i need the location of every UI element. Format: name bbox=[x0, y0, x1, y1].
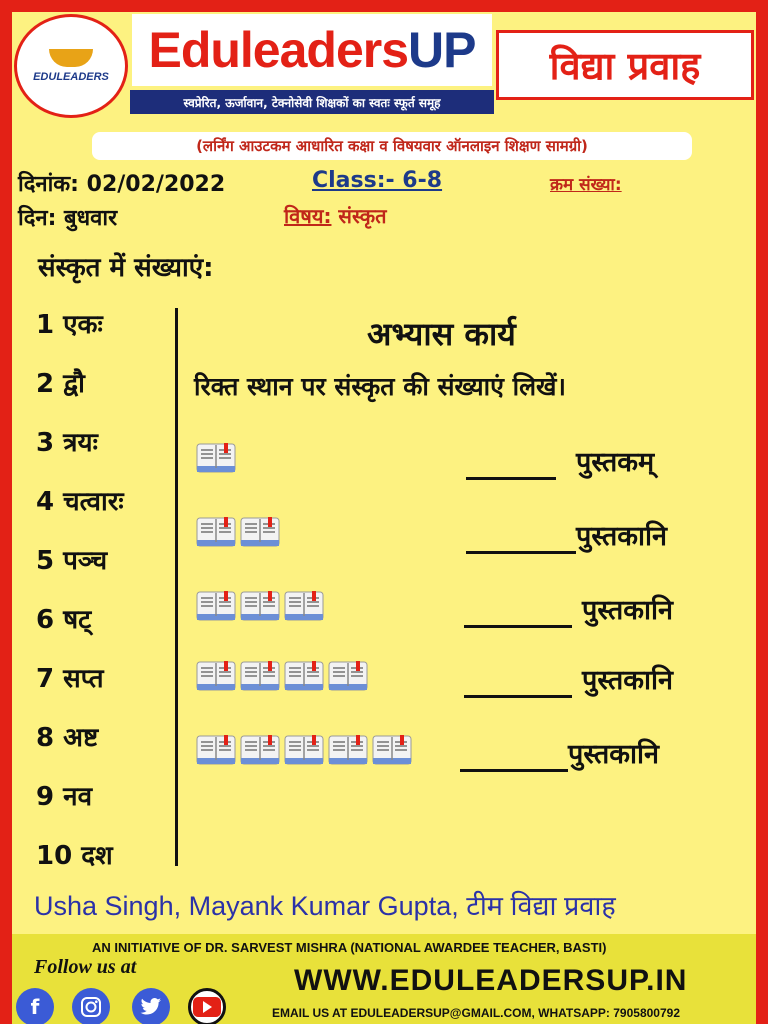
book-icon bbox=[372, 734, 412, 766]
answer-blank[interactable] bbox=[460, 769, 568, 772]
numbers-title: संस्कृत में संख्याएं: bbox=[38, 253, 214, 283]
date: दिनांक: 02/02/2022 bbox=[18, 172, 226, 197]
book-icon bbox=[328, 734, 368, 766]
answer-blank[interactable] bbox=[464, 695, 572, 698]
tagline: स्वप्रेरित, ऊर्जावान, टेक्नोसेवी शिक्षकों का स्वतः स्फूर्त समूह bbox=[130, 90, 494, 114]
serial-number-label: क्रम संख्या: bbox=[550, 175, 622, 195]
number-item: 8 अष्ट bbox=[36, 723, 99, 753]
books-group bbox=[196, 660, 368, 692]
book-icon bbox=[284, 734, 324, 766]
brand-main: Eduleaders bbox=[148, 22, 409, 78]
subject-label: विषय: bbox=[284, 204, 332, 228]
day: दिन: बुधवार bbox=[18, 206, 118, 231]
exercise-row bbox=[196, 590, 736, 630]
answer-blank[interactable] bbox=[466, 477, 556, 480]
footer bbox=[12, 934, 756, 1024]
books-group bbox=[196, 442, 236, 474]
books-group bbox=[196, 516, 280, 548]
brand-up: UP bbox=[408, 22, 476, 78]
subject-value: संस्कृत bbox=[331, 204, 387, 228]
book-icon bbox=[284, 660, 324, 692]
exercise-row bbox=[196, 442, 736, 482]
book-icon bbox=[196, 590, 236, 622]
book-icon bbox=[284, 590, 324, 622]
website-link[interactable]: WWW.EDULEADERSUP.IN bbox=[294, 964, 688, 997]
book-icon bbox=[240, 590, 280, 622]
subject bbox=[284, 202, 387, 229]
twitter-icon[interactable] bbox=[132, 988, 170, 1024]
book-icon bbox=[240, 516, 280, 548]
number-item: 4 चत्वारः bbox=[36, 487, 124, 517]
column-divider bbox=[175, 308, 178, 866]
book-icon bbox=[196, 442, 236, 474]
youtube-icon[interactable] bbox=[188, 988, 226, 1024]
class-label: Class:- 6-8 bbox=[312, 168, 443, 193]
book-icon bbox=[196, 660, 236, 692]
contact-info: EMAIL US AT EDULEADERSUP@GMAIL.COM, WHATSAPP: 7905800792 bbox=[272, 1006, 680, 1020]
book-icon bbox=[240, 660, 280, 692]
book-icon bbox=[196, 516, 236, 548]
exercise-row bbox=[196, 734, 736, 774]
answer-blank[interactable] bbox=[466, 551, 576, 554]
exercise-word: पुस्तकम् bbox=[576, 447, 655, 478]
number-item: 2 द्वौ bbox=[36, 369, 85, 399]
exercise-word: पुस्तकानि bbox=[568, 739, 659, 770]
exercise-row bbox=[196, 516, 736, 556]
books-group bbox=[196, 590, 324, 622]
instagram-icon[interactable] bbox=[72, 988, 110, 1024]
follow-us-label: Follow us at bbox=[34, 956, 137, 978]
book-icon bbox=[240, 734, 280, 766]
book-icon bbox=[196, 734, 236, 766]
exercise-word: पुस्तकानि bbox=[582, 595, 673, 626]
exercise-instruction: रिक्त स्थान पर संस्कृत की संख्याएं लिखें। bbox=[194, 372, 566, 401]
brand-title bbox=[132, 14, 492, 86]
number-item: 5 पञ्च bbox=[36, 546, 108, 576]
numbers-list bbox=[36, 310, 124, 900]
facebook-icon[interactable]: f bbox=[16, 988, 54, 1024]
lamp-icon bbox=[49, 49, 93, 67]
vidya-pravah-title: विद्या प्रवाह bbox=[496, 30, 754, 100]
number-item: 1 एकः bbox=[36, 310, 103, 340]
initiative-text: AN INITIATIVE OF DR. SARVEST MISHRA (NATIONAL AWARDEE TEACHER, BASTI) bbox=[92, 940, 607, 955]
exercise-word: पुस्तकानि bbox=[576, 521, 667, 552]
exercise-row bbox=[196, 660, 736, 700]
number-item: 9 नव bbox=[36, 782, 93, 812]
exercise-word: पुस्तकानि bbox=[582, 665, 673, 696]
answer-blank[interactable] bbox=[464, 625, 572, 628]
exercise-title: अभ्यास कार्य bbox=[367, 315, 516, 353]
header bbox=[12, 12, 756, 124]
book-icon bbox=[328, 660, 368, 692]
number-item: 10 दश bbox=[36, 841, 113, 871]
number-item: 7 सप्त bbox=[36, 664, 104, 694]
authors: Usha Singh, Mayank Kumar Gupta, टीम विद्या प्रवाह bbox=[34, 891, 616, 921]
number-item: 6 षट् bbox=[36, 605, 92, 635]
number-item: 3 त्रयः bbox=[36, 428, 98, 458]
books-group bbox=[196, 734, 412, 766]
eduleaders-logo bbox=[14, 14, 128, 118]
subtitle: (लर्निंग आउटकम आधारित कक्षा व विषयवार ऑनलाइन शिक्षण सामग्री) bbox=[92, 132, 692, 160]
logo-text: EDULEADERS bbox=[33, 71, 109, 83]
